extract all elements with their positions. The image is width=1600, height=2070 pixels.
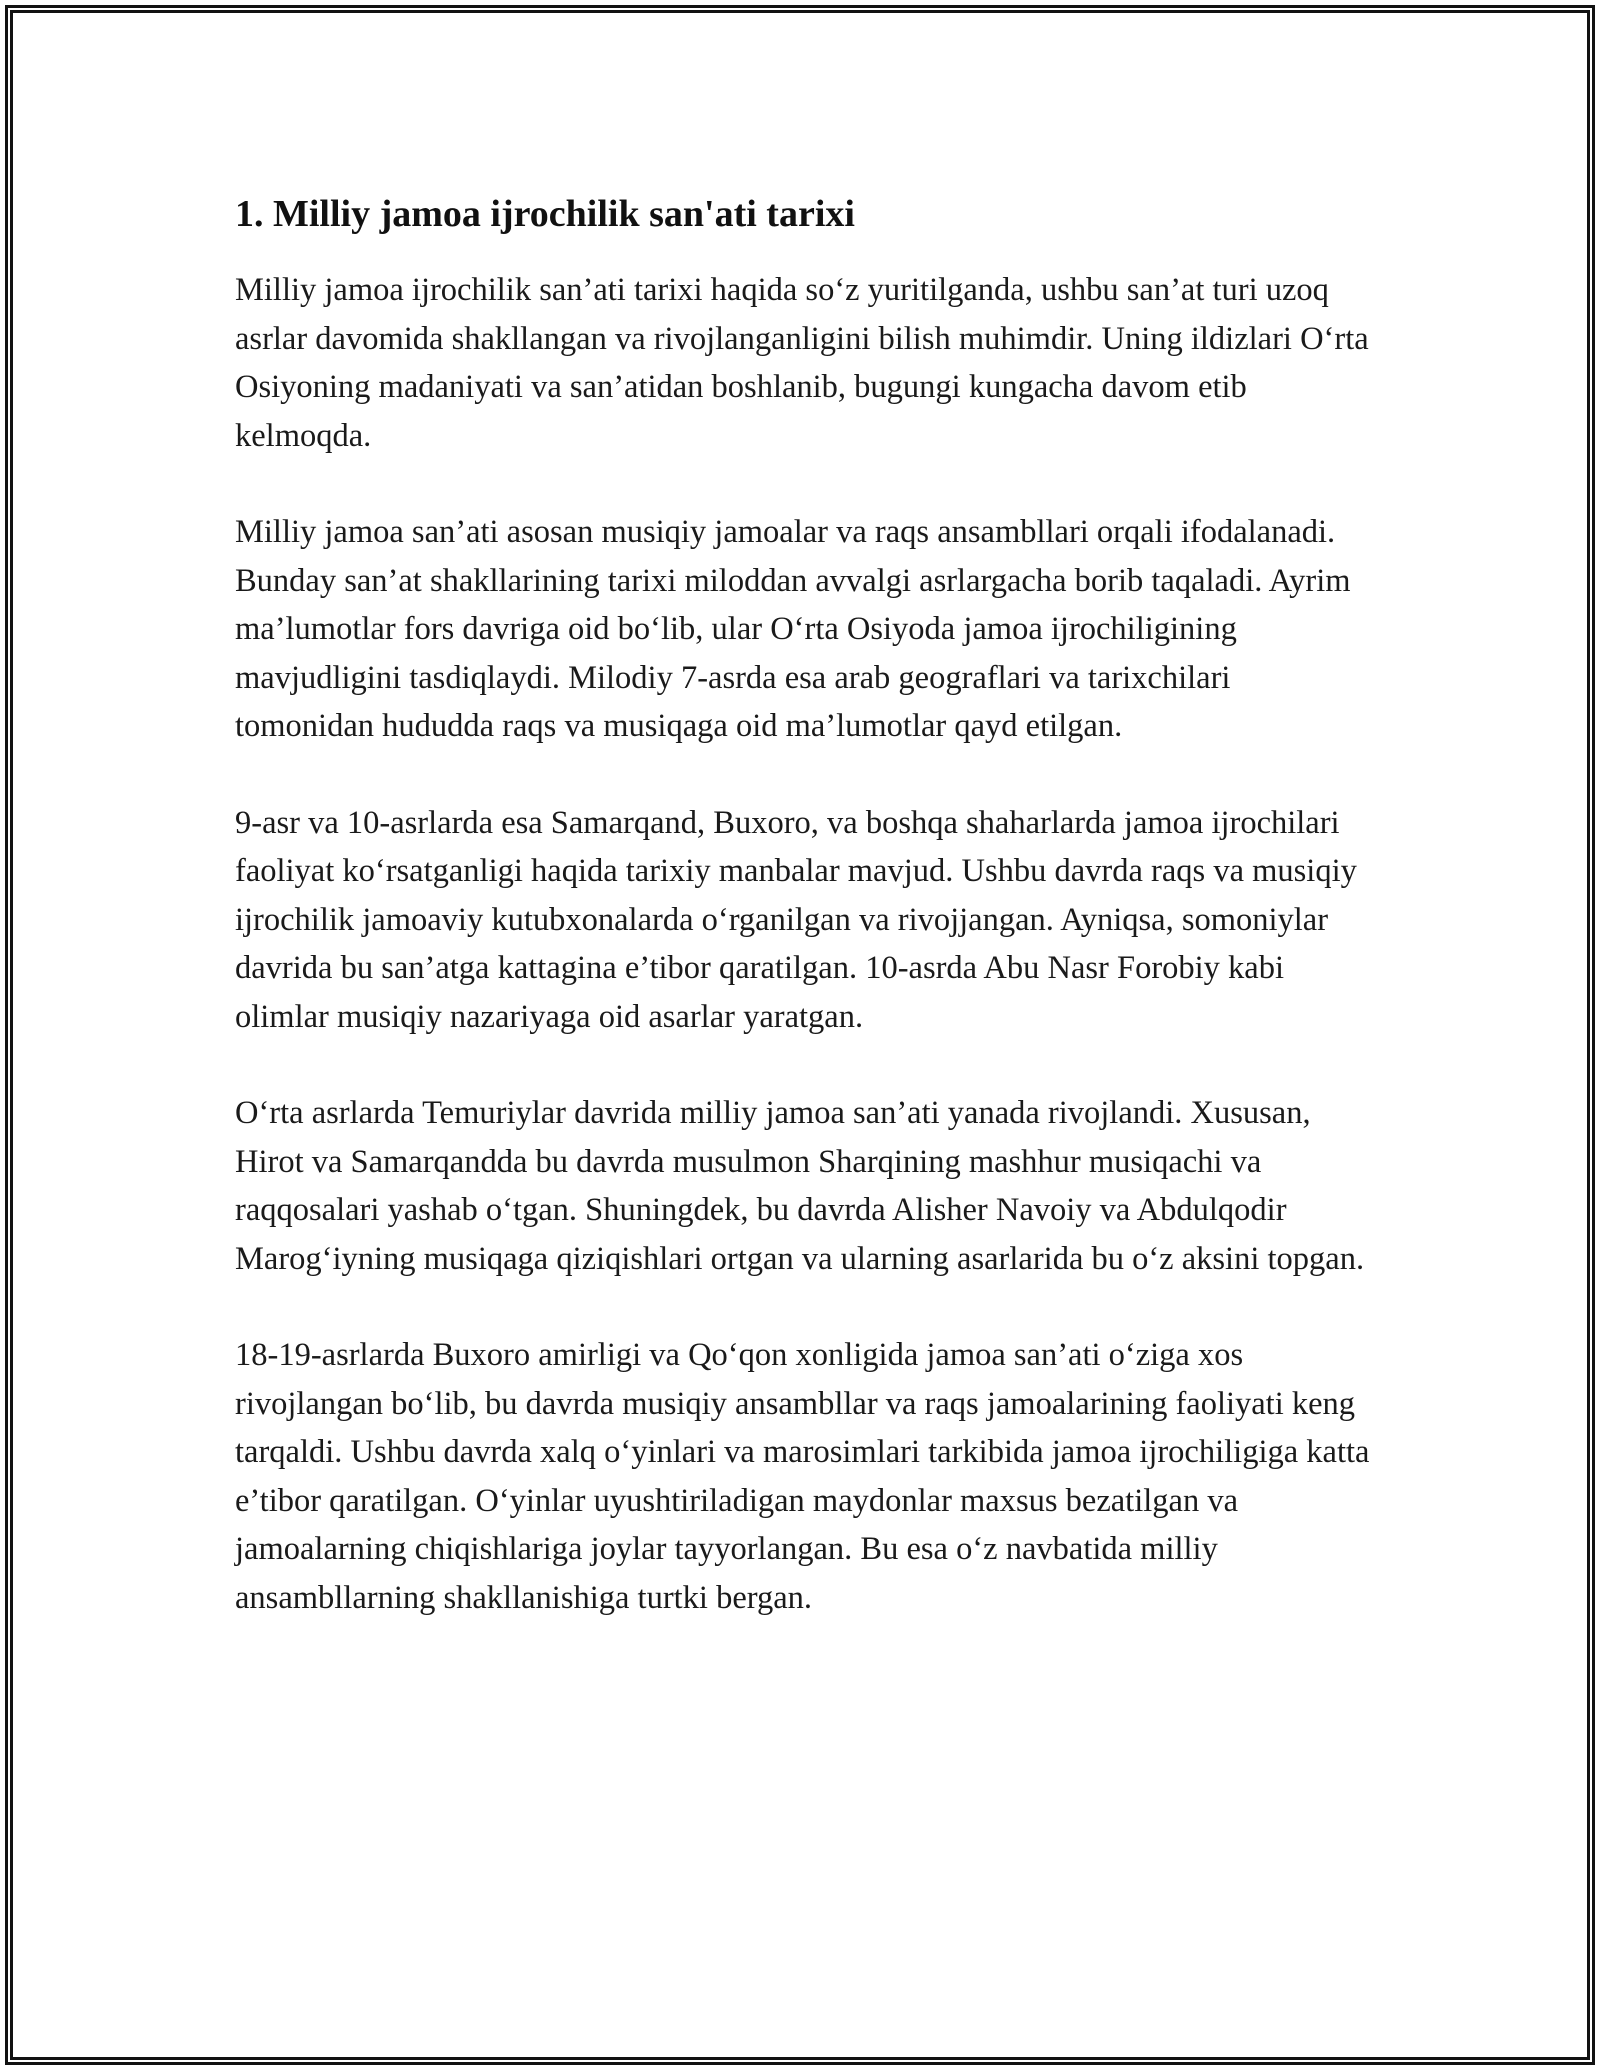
document-body xyxy=(235,188,1375,1670)
paragraph-intro: Milliy jamoa ijrochilik san’ati tarixi haqida so‘z yuritilganda, ushbu san’at turi uzoq asrlar davomida shakllangan va rivojlanganligini bilish muhimdir. Uning ildizlari O‘rta Osiyoning madaniyati va san’atidan boshlanib, bugungi kungacha davom etib kelmoqda. xyxy=(235,272,1369,454)
section-heading: 1. Milliy jamoa ijrochilik san'ati tarixi xyxy=(235,193,855,235)
paragraph-ancient-origins: Milliy jamoa san’ati asosan musiqiy jamoalar va raqs ansambllari orqali ifodalanadi. Bunday san’at shakllarining tarixi miloddan avvalgi asrlargacha borib taqaladi. Ayrim ma’lumotlar fors davriga oid bo‘lib, ular O‘rta Osiyoda jamoa ijrochiligining mavjudligini tasdiqlaydi. Milodiy 7-asrda esa arab geograflari va tarixchilari tomonidan hududda raqs va musiqaga oid ma’lumotlar qayd etilgan. xyxy=(235,514,1351,744)
paragraph-timurid-era: O‘rta asrlarda Temuriylar davrida milliy jamoa san’ati yanada rivojlandi. Xususan, Hirot va Samarqandda bu davrda musulmon Sharqining mashhur musiqachi va raqqosalari yashab o‘tgan. Shuningdek, bu davrda Alisher Navoiy va Abdulqodir Marog‘iyning musiqaga qiziqishlari ortgan va ularning asarlarida bu o‘z aksini topgan. xyxy=(235,1095,1365,1277)
paragraph-9-10-centuries: 9-asr va 10-asrlarda esa Samarqand, Buxoro, va boshqa shaharlarda jamoa ijrochilari faoliyat ko‘rsatganligi haqida tarixiy manbalar mavjud. Ushbu davrda raqs va musiqiy ijrochilik jamoaviy kutubxonalarda o‘rganilgan va rivojjangan. Ayniqsa, somoniylar davrida bu san’atga kattagina e’tibor qaratilgan. 10-asrda Abu Nasr Forobiy kabi olimlar musiqiy nazariyaga oid asarlar yaratgan. xyxy=(235,804,1357,1035)
paragraph-18-19-centuries: 18-19-asrlarda Buxoro amirligi va Qo‘qon xonligida jamoa san’ati o‘ziga xos rivojlangan bo‘lib, bu davrda musiqiy ansambllar va raqs jamoalarining faoliyati keng tarqaldi. Ushbu davrda xalq o‘yinlari va marosimlari tarkibida jamoa ijrochiligiga katta e’tibor qaratilgan. O‘yinlar uyushtiriladigan maydonlar maxsus bezatilgan va jamoalarning chiqishlariga joylar tayyorlangan. Bu esa o‘z navbatida milliy ansambllarning shakllanishiga turtki bergan. xyxy=(235,1337,1370,1616)
